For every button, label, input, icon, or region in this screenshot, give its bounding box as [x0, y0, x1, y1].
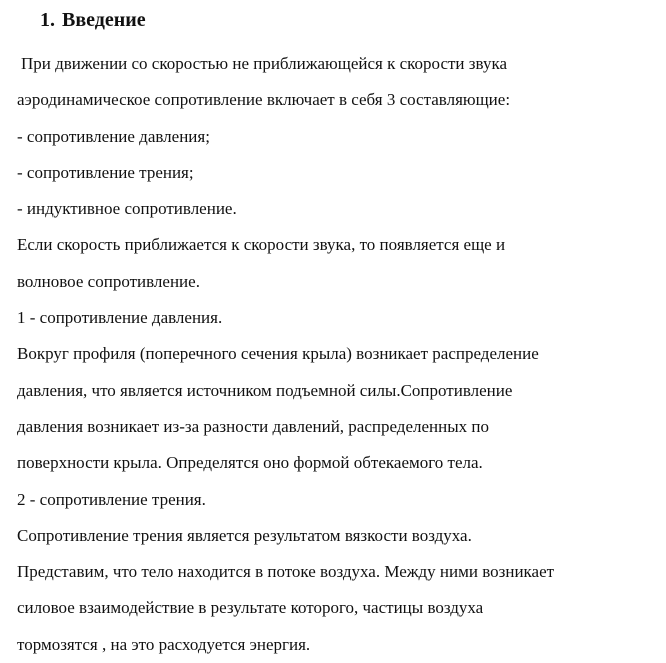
text-line-15: Представим, что тело находится в потоке воздуха. Между ними возникает [17, 562, 555, 582]
text-line-6: Если скорость приближается к скорости звука, то появляется еще и [17, 235, 506, 255]
list-item-friction-drag: - сопротивление трения; [17, 162, 194, 182]
list-item-pressure-drag: - сопротивление давления; [17, 126, 210, 146]
text-line-16: силовое взаимодействие в результате которого, частицы воздуха [17, 598, 484, 618]
text-line-17: тормозятся , на это расходуется энергия. [17, 634, 311, 654]
section-heading [40, 6, 146, 34]
section-title: Введение [62, 9, 146, 31]
list-item-induced-drag: - индуктивное сопротивление. [17, 199, 237, 219]
subheading-friction-drag: 2 - сопротивление трения. [17, 489, 206, 509]
text-line-12: поверхности крыла. Определятся оно формой обтекаемого тела. [17, 453, 483, 473]
body-text [17, 46, 657, 663]
text-line-10: давления, что является источником подъемной силы.Сопротивление [17, 380, 513, 400]
text-line-14: Сопротивление трения является результатом вязкости воздуха. [17, 525, 472, 545]
subheading-pressure-drag: 1 - сопротивление давления. [17, 308, 223, 328]
text-line-7: волновое сопротивление. [17, 271, 200, 291]
text-line-9: Вокруг профиля (поперечного сечения крыла) возникает распределение [17, 344, 539, 364]
text-line-1: При движении со скоростью не приближающейся к скорости звука [21, 54, 507, 73]
section-number: 1. [40, 9, 55, 31]
text-line-2: аэродинамическое сопротивление включает в себя 3 составляющие: [17, 90, 511, 110]
text-line-11: давления возникает из-за разности давлений, распределенных по [17, 416, 489, 436]
